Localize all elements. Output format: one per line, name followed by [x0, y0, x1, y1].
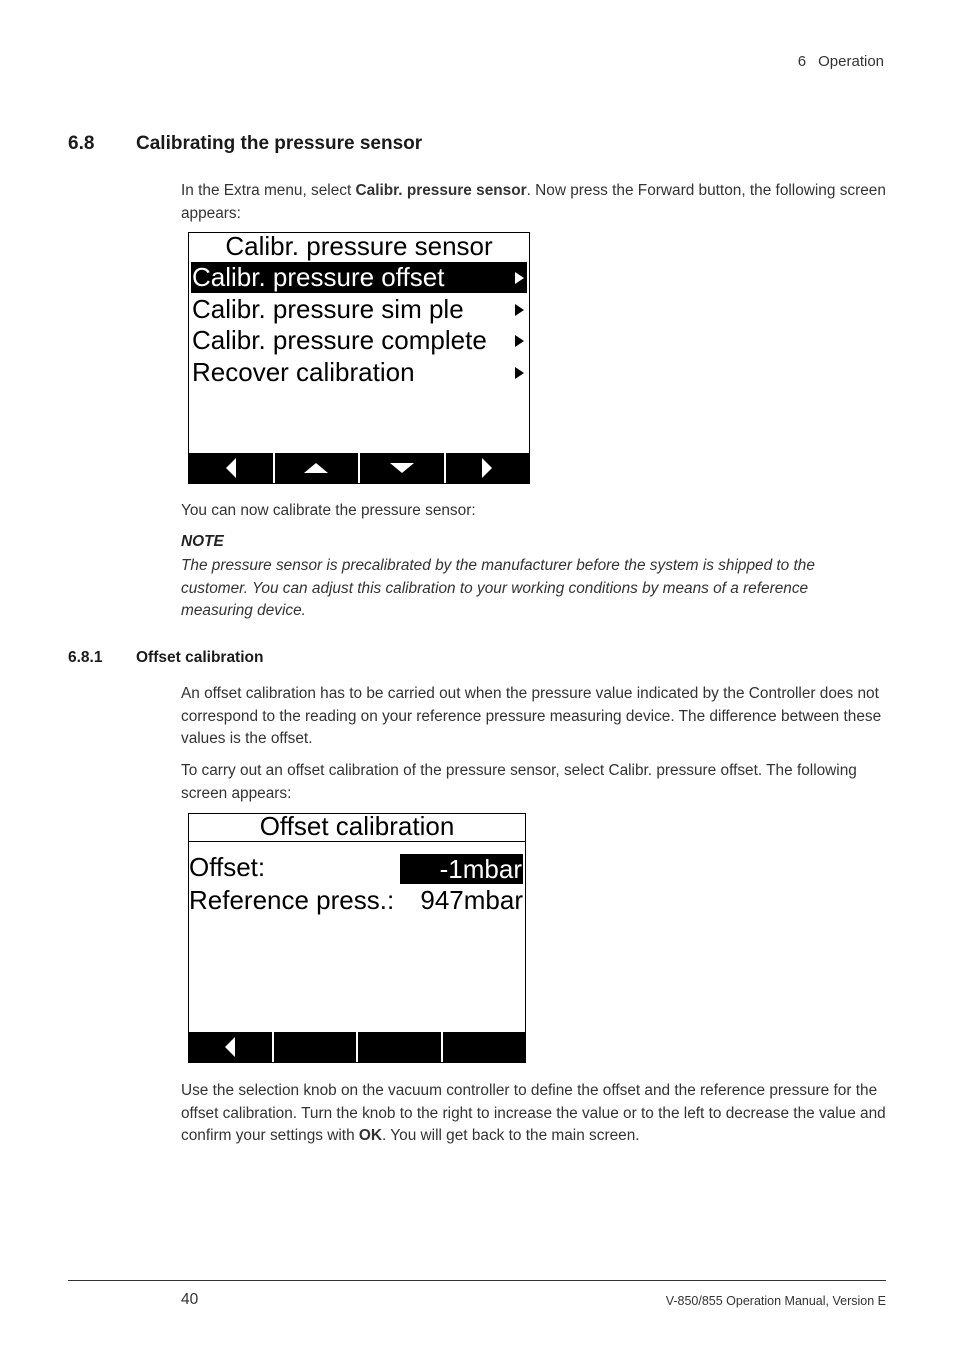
chapter-title: Operation — [818, 53, 884, 70]
softkey-up[interactable] — [275, 453, 361, 483]
menu-item-label: Recover calibration — [192, 357, 415, 387]
intro-text: In the Extra menu, select — [181, 182, 356, 199]
submenu-arrow-icon — [515, 272, 524, 284]
offset-label: Offset: — [189, 852, 266, 882]
forward-arrow-icon — [482, 458, 492, 478]
subsection-number: 6.8.1 — [68, 649, 103, 666]
submenu-arrow-icon — [515, 304, 524, 316]
softkey-blank-3[interactable] — [358, 1032, 443, 1062]
reference-press-value[interactable]: 947mbar — [420, 885, 523, 915]
intro-paragraph — [181, 180, 891, 225]
menu-item-label: Calibr. pressure complete — [192, 325, 487, 355]
submenu-arrow-icon — [515, 335, 524, 347]
intro-menu-name: Calibr. pressure sensor — [355, 182, 527, 199]
offset-paragraph-1: An offset calibration has to be carried out when the pressure value indicated by the Controller does not correspond to the reading on your reference pressure measuring device. The difference between these values is the offset. — [181, 685, 882, 747]
note-title: NOTE — [181, 533, 224, 550]
softkey-forward[interactable] — [446, 453, 530, 483]
softkey-down[interactable] — [360, 453, 446, 483]
final-text: Use the selection knob on the vacuum controller to define the offset and the reference pressure for the offset calibration. Turn the knob to the right to increase the value or to the left to decrease the value and confirm your settings with — [181, 1082, 886, 1144]
ok-label: OK — [358, 1127, 383, 1144]
footer-divider — [68, 1280, 886, 1281]
softkey-blank-2[interactable] — [274, 1032, 359, 1062]
running-header — [798, 53, 884, 70]
page-number: 40 — [181, 1291, 199, 1308]
reference-press-label: Reference press.: — [189, 885, 395, 915]
intro-text-end: . Now press the Forward button, the following screen appears: — [181, 182, 886, 222]
menu-item-calibr-pressure-simple[interactable] — [191, 294, 527, 325]
menu-item-calibr-pressure-offset[interactable] — [191, 262, 527, 293]
controller-screen-calibr-menu — [188, 232, 530, 484]
final-paragraph — [181, 1080, 893, 1148]
title-divider — [189, 841, 525, 842]
section-heading — [68, 133, 422, 155]
submenu-arrow-icon — [515, 367, 524, 379]
screen-title: Offset calibration — [259, 813, 455, 841]
controller-screen-offset-calibration — [188, 813, 526, 1063]
subsection-title: Offset calibration — [136, 649, 264, 666]
subsection-heading — [68, 649, 263, 667]
softkey-bar — [189, 453, 529, 483]
note-text: The pressure sensor is precalibrated by the manufacturer before the system is shipped to the customer. You can adjust this calibration to your working conditions by means of a reference measuring device. — [181, 557, 815, 619]
menu-item-recover-calibration[interactable] — [191, 357, 527, 388]
softkey-back[interactable] — [189, 1032, 274, 1062]
offset-value[interactable]: -1mbar — [400, 854, 523, 884]
screen-title: Calibr. pressure sensor — [225, 232, 493, 261]
menu-item-label: Calibr. pressure offset — [192, 262, 445, 292]
calibrate-intro-text: You can now calibrate the pressure sensor: — [181, 502, 476, 519]
up-arrow-icon — [304, 463, 328, 473]
back-arrow-icon — [225, 1037, 235, 1057]
section-number: 6.8 — [68, 133, 95, 154]
softkey-blank-4[interactable] — [443, 1032, 526, 1062]
down-arrow-icon — [390, 463, 414, 473]
menu-item-calibr-pressure-complete[interactable] — [191, 325, 527, 356]
softkey-bar — [189, 1032, 525, 1062]
document-title: V-850/855 Operation Manual, Version E — [665, 1294, 886, 1308]
section-title: Calibrating the pressure sensor — [136, 133, 423, 154]
menu-item-label: Calibr. pressure sim ple — [192, 294, 464, 324]
softkey-back[interactable] — [189, 453, 275, 483]
offset-paragraph-2: To carry out an offset calibration of the pressure sensor, select Calibr. pressure offset. The following screen appears: — [181, 762, 857, 802]
final-text-end: . You will get back to the main screen. — [382, 1127, 640, 1144]
back-arrow-icon — [226, 458, 236, 478]
chapter-number: 6 — [797, 53, 807, 70]
